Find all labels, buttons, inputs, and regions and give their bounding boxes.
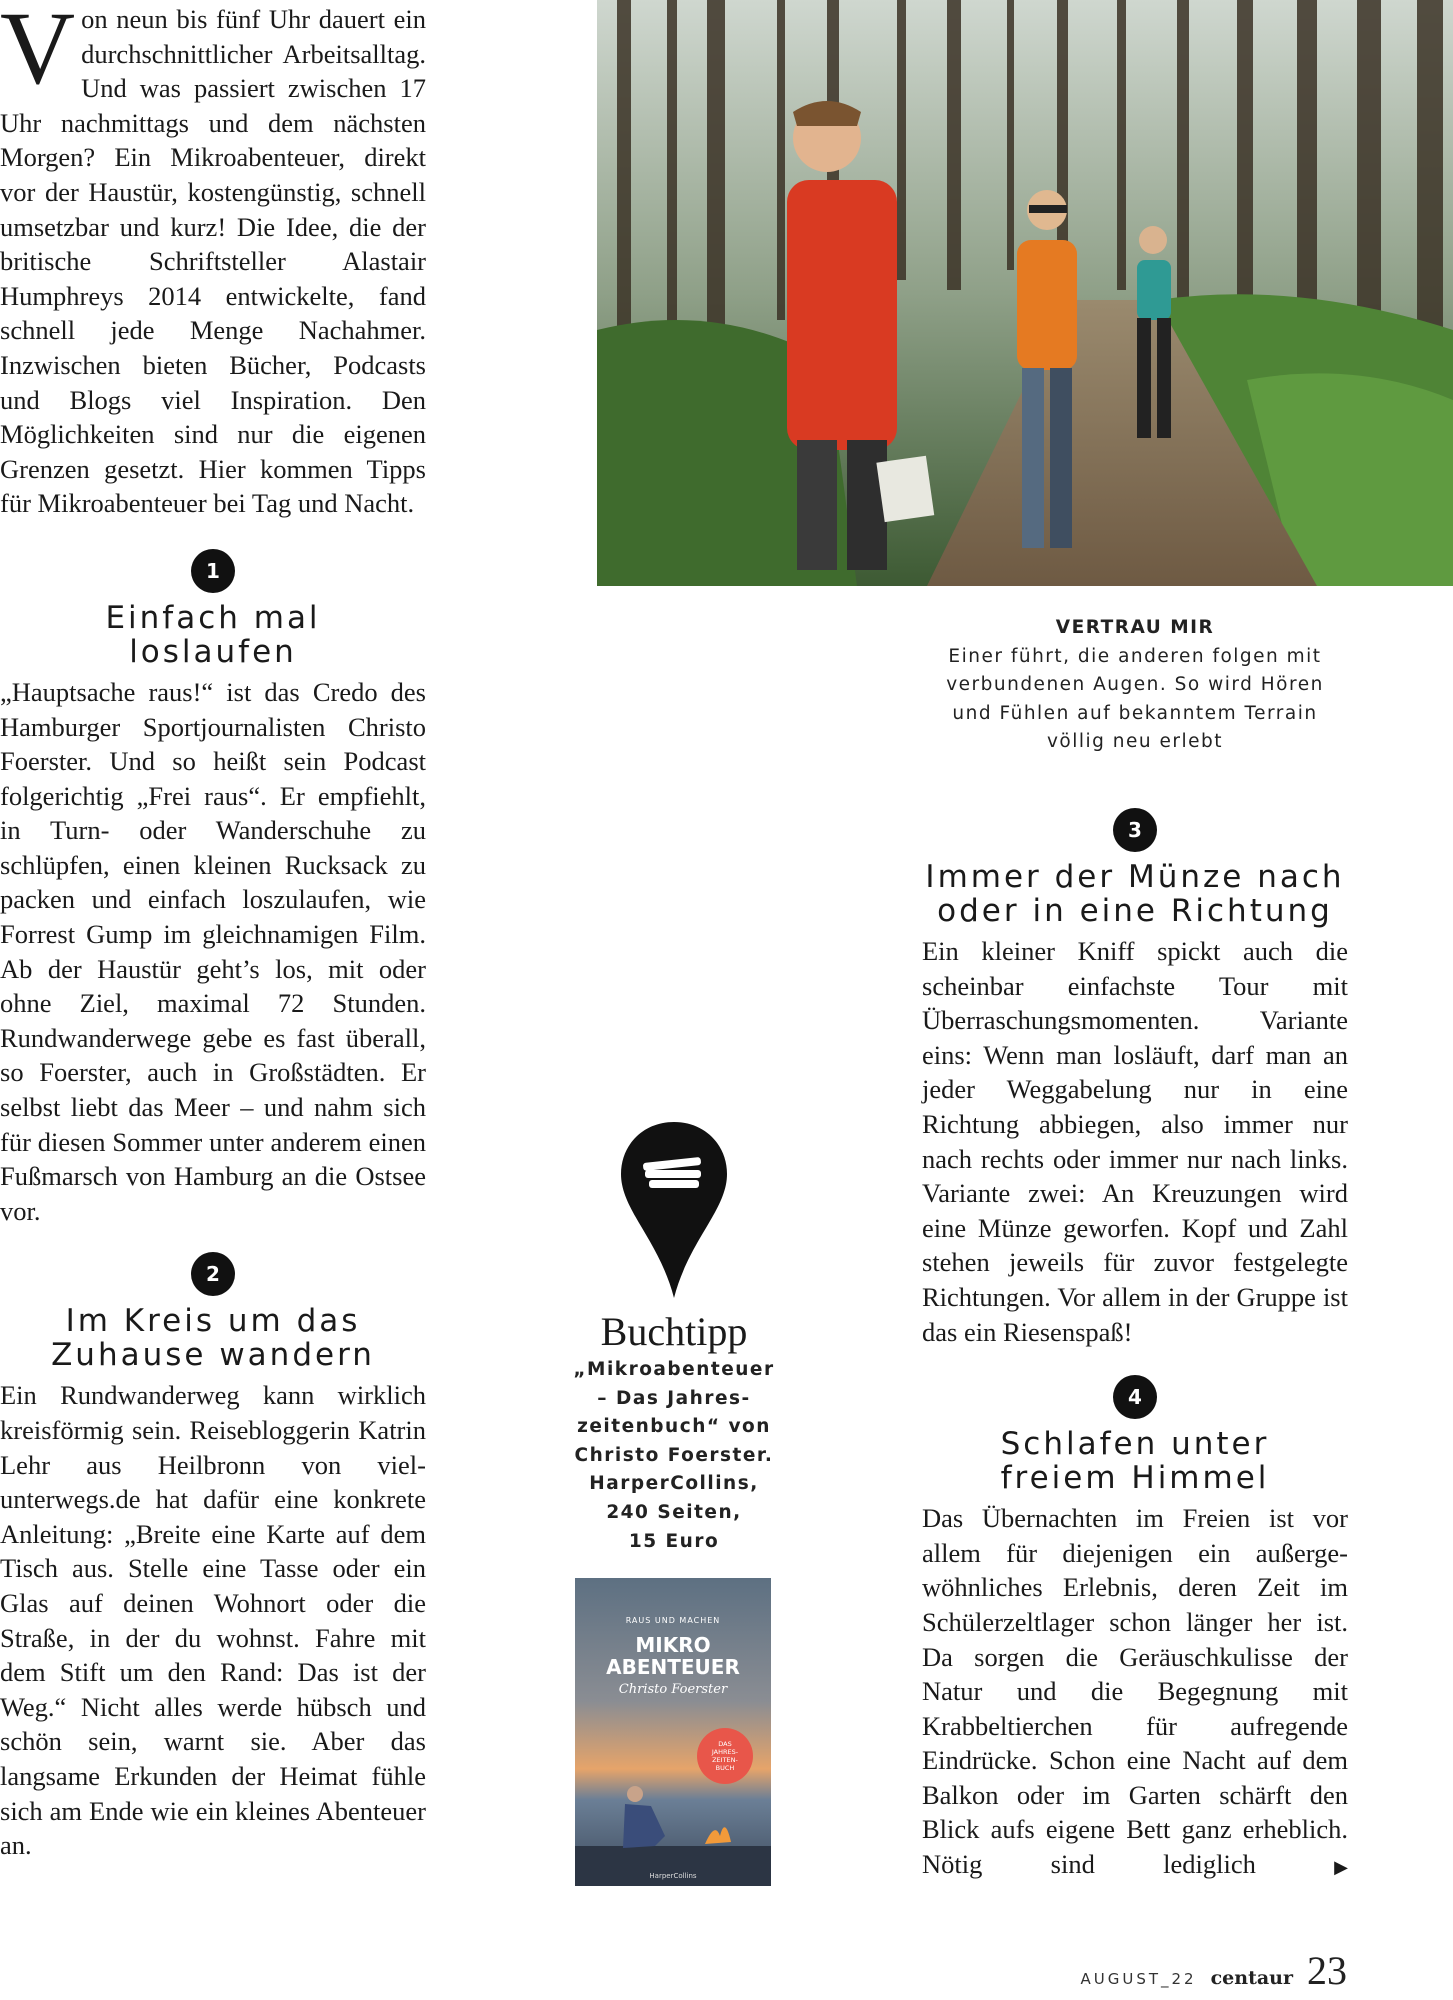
booktip-line: Christo Foerster. bbox=[574, 1444, 774, 1466]
section-number-badge: 4 bbox=[1113, 1375, 1157, 1419]
section-heading bbox=[0, 1304, 426, 1372]
book-cover bbox=[575, 1578, 771, 1886]
heading-line: freiem Himmel bbox=[1000, 1460, 1270, 1497]
section-text: „Hauptsache raus!“ ist das Credo des Hamburger Sportjournalisten Christo Foerster. Und so heißt sein Podcast folgerichtig „Frei raus“. Er empfiehlt, in Turn- oder Wanderschuhe zu schlüpfen, einen kleinen Rucksack zu packen und einfach loszulaufen, wie Forrest Gump im gleichnamigen Film. Ab der Haustür geht’s los, mit oder ohne Ziel, maximal 72 Stunden. Rundwanderwege gebe es fast überall, so Foerster, auch in Großstädten. Er selbst liebt das Meer – und nahm sich für diesen Sommer unter anderem einen Fußmarsch von Hamburg an die Ostsee vor. bbox=[0, 676, 426, 1226]
page-number: 23 bbox=[1307, 1948, 1347, 1993]
section-number-badge: 3 bbox=[1113, 808, 1157, 852]
drop-cap: V bbox=[0, 0, 76, 106]
right-column bbox=[922, 808, 1348, 1885]
section-text: Ein kleiner Kniff spickt auch die scheinbar einfachste Tour mit Überraschungsmomenten. Variante eins: Wenn man losläuft, darf man an jeder Weggabelung nur in eine Richtung abbiegen, also immer nur nach rechts oder immer nur nach links. Variante zwei: An Kreuzungen wird eine Münze geworfen. Kopf und Zahl stehen jeweils für zuvor festgelegte Richtungen. Vor allem in der Gruppe ist das ein Riesenspaß! bbox=[922, 936, 1348, 1347]
booktip bbox=[560, 1120, 788, 1556]
caption-line: und Fühlen auf bekanntem Terrain bbox=[952, 702, 1318, 724]
forest-hikers-illustration bbox=[597, 0, 1453, 586]
heading-line: Schlafen unter bbox=[1000, 1426, 1270, 1463]
section-3 bbox=[922, 808, 1348, 1349]
heading-line: Einfach mal bbox=[105, 599, 321, 636]
caption-line: Einer führt, die anderen folgen mit bbox=[948, 645, 1322, 667]
section-1 bbox=[0, 549, 426, 1229]
heading-line: Zuhause wandern bbox=[51, 1337, 375, 1374]
cover-title-line: ABENTEUER bbox=[606, 1655, 740, 1679]
caption-line: verbundenen Augen. So wird Hören bbox=[946, 674, 1324, 696]
section-text-content: Das Übernachten im Freien ist vor allem für diejenigen ein außergewöhnliches Erlebnis, deren Zeit im Schülerzeltlager schon länger her ist. Da sorgen die Geräuschkulisse der Natur und die Begegnung mit Krabbeltierchen für aufregende Eindrücke. Schon eine Nacht auf dem Balkon oder im Garten schärft den Blick aufs eigene Bett ganz erheblich. Nötig sind lediglich bbox=[922, 1503, 1348, 1880]
section-number-badge: 1 bbox=[191, 549, 235, 593]
heading-line: loslaufen bbox=[129, 633, 297, 670]
cover-title-line: MIKRO bbox=[635, 1633, 711, 1657]
booktip-details bbox=[560, 1356, 788, 1556]
booktip-line: HarperCollins, bbox=[589, 1473, 759, 1495]
caption-title: VERTRAU MIR bbox=[1055, 617, 1215, 638]
caption-line: völlig neu erlebt bbox=[1046, 731, 1224, 753]
footer-issue: AUGUST_22 bbox=[1080, 1970, 1197, 1988]
badge-line: ZEITEN- bbox=[712, 1756, 738, 1764]
intro-text: on neun bis fünf Uhr dauert ein durchschnittlicher Arbeitsalltag. Und was passiert zwischen 17 Uhr nachmittags und dem nächsten Morgen? Ein Mikroabenteuer, direkt vor der Haustür, kostengünstig, schnell umsetzbar und kurz! Die Idee, die der britische Schriftsteller Alastair Humphreys 2014 entwickelte, fand schnell jede Menge Nachahmer. Inzwischen bieten Bücher, Podcasts und Blogs viel Inspiration. Den Möglichkeiten sind nur die eigenen Grenzen gesetzt. Hier kommen Tipps für Mikroabenteuer bei Tag und Nacht. bbox=[0, 4, 426, 519]
triangle-right-icon: ▶ bbox=[1334, 1857, 1348, 1878]
heading-line: oder in eine Richtung bbox=[937, 893, 1333, 929]
heading-line: Immer der Münze nach bbox=[925, 859, 1345, 895]
cover-title bbox=[575, 1634, 771, 1678]
left-column bbox=[0, 0, 426, 1863]
section-4 bbox=[922, 1375, 1348, 1885]
intro bbox=[0, 2, 426, 521]
booktip-title: Buchtipp bbox=[600, 1309, 748, 1354]
section-2 bbox=[0, 1252, 426, 1862]
booktip-line: 240 Seiten, bbox=[606, 1501, 742, 1523]
intro-paragraph bbox=[0, 2, 426, 521]
section-text: Ein Rundwanderweg kann wirklich kreisförmig sein. Reisebloggerin Katrin Lehr aus Heilbronn von viel-unterwegs.de hat dafür eine konkrete Anleitung: „Breite eine Karte auf dem Tisch aus. Stelle eine Tasse oder ein Glas auf deinen Wohnort oder die Straße, in der du wohnst. Fahre mit dem Stift um den Rand: Das ist der Weg.“ Nicht alles werde hübsch und schön sein, warnt sie. Aber das langsame Erkunden der Heimat fühle sich am Ende wie ein kleines Abenteuer an. bbox=[0, 1380, 426, 1861]
hiking-photo bbox=[597, 0, 1453, 586]
map-pin-book-icon bbox=[619, 1120, 729, 1300]
section-heading bbox=[0, 601, 426, 669]
page-footer bbox=[1080, 1947, 1347, 1994]
section-heading bbox=[922, 1427, 1348, 1495]
section-number-badge: 2 bbox=[191, 1252, 235, 1296]
section-text bbox=[922, 1501, 1348, 1885]
cover-author: Christo Foerster bbox=[618, 1682, 728, 1697]
section-heading bbox=[922, 860, 1348, 928]
booktip-line: „Mikroabenteuer bbox=[573, 1359, 775, 1380]
booktip-line: 15 Euro bbox=[628, 1530, 720, 1552]
cover-top: RAUS UND MACHEN bbox=[625, 1616, 721, 1625]
badge-line: BUCH bbox=[715, 1764, 735, 1772]
badge-line: DAS bbox=[718, 1740, 732, 1748]
footer-magazine: centaur bbox=[1210, 1967, 1293, 1989]
booktip-line: – Das Jahres- bbox=[597, 1387, 751, 1409]
cover-figure-illustration bbox=[575, 1766, 771, 1886]
cover-publisher: HarperCollins bbox=[649, 1872, 697, 1880]
badge-line: JAHRES- bbox=[711, 1748, 739, 1756]
booktip-line: zeitenbuch“ von bbox=[577, 1416, 771, 1438]
heading-line: Im Kreis um das bbox=[65, 1303, 361, 1340]
photo-caption bbox=[900, 614, 1370, 757]
